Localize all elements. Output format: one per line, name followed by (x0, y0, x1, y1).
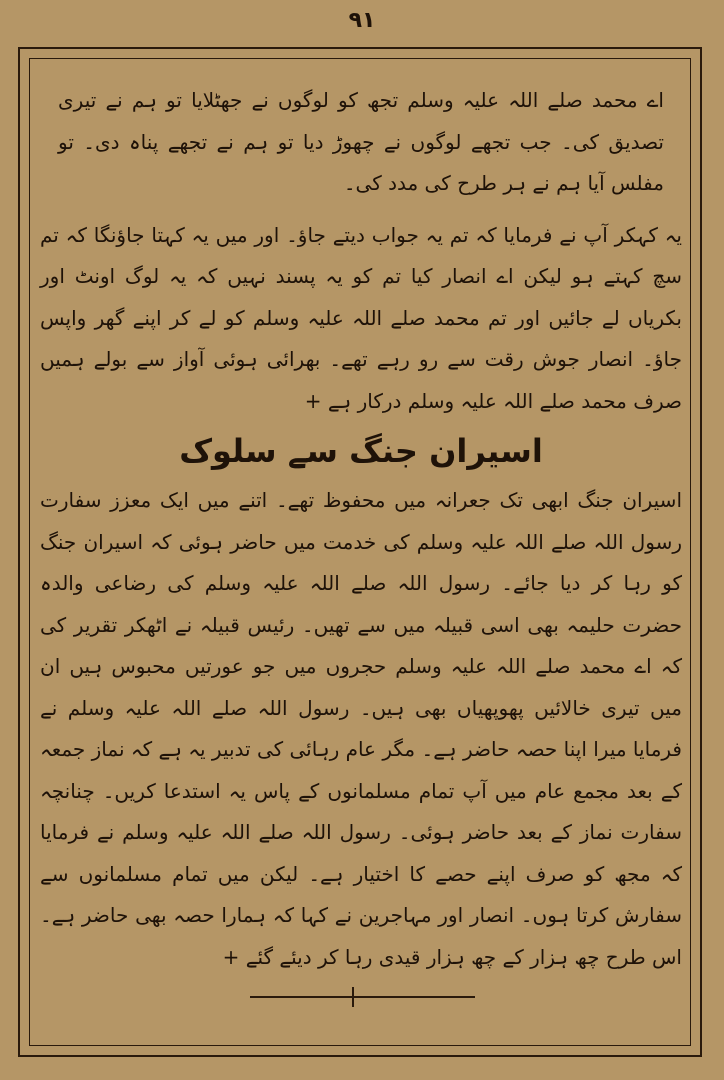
end-ornament-line (250, 996, 475, 998)
paragraph-ansar-address: اے محمد صلے اللہ علیہ وسلم تجھ کو لوگوں نے جھٹلایا تو ہم نے تیری تصدیق کی۔ جب تجھے لوگوں نے چھوڑ دیا تو ہم نے تجھے پناہ دی۔ تو مفلس آیا ہم نے ہر طرح کی مدد کی۔ (58, 88, 664, 195)
end-ornament-mark (352, 987, 354, 1007)
page-number: ۹۱ (348, 8, 376, 33)
paragraph-prophet-reply: یہ کہکر آپ نے فرمایا کہ تم یہ جواب دیتے جاؤ۔ اور میں یہ کہتا جاؤنگا کہ تم سچ کہتے ہو لیکن اے انصار کیا تم کو یہ پسند نہیں کہ یہ لوگ اونٹ اور بکریاں لے جائیں اور تم محمد صلے اللہ علیہ وسلم کو لے کر اپنے گھر واپس جاؤ۔ انصار جوش رقت سے رو رہے تھے۔ بھرائی ہوئی آواز سے بولے ہمیں صرف محمد صلے اللہ علیہ وسلم درکار ہے + (40, 222, 682, 413)
section-heading: اسیران جنگ سے سلوک (179, 432, 543, 470)
paragraph-prisoners: اسیران جنگ ابھی تک جعرانہ میں محفوظ تھے۔ اتنے میں ایک معزز سفارت رسول اللہ صلے اللہ علیہ وسلم کی خدمت میں حاضر ہوئی کہ اسیران جنگ کو رہا کر دیا جائے۔ رسول اللہ صلے اللہ علیہ وسلم کی رضاعی والدہ حضرت حلیمہ بھی اسی قبیلہ میں سے تھیں۔ رئیس قبیلہ نے اٹھکر تقریر کی کہ اے محمد صلے اللہ علیہ وسلم حجروں میں جو عورتیں محبوس ہیں ان میں تیری خالائیں پھوپھیاں بھی ہیں۔ رسول اللہ صلے اللہ علیہ وسلم نے فرمایا میرا اپنا حصہ حاضر ہے۔ مگر عام رہائی کی تدبیر یہ ہے کہ نماز جمعہ کے بعد مجمع عام میں آپ تمام مسلمانوں کے پاس یہ استدعا کریں۔ چنانچہ سفارت نماز کے بعد حاضر ہوئی۔ رسول اللہ صلے اللہ علیہ وسلم نے فرمایا کہ مجھ کو صرف اپنے حصے کا اختیار ہے۔ لیکن میں تمام مسلمانوں سے سفارش کرتا ہوں۔ انصار اور مہاجرین نے کہا کہ ہمارا حصہ بھی حاضر ہے۔ اس طرح چھ ہزار کے چھ ہزار قیدی رہا کر دیئے گئے + (39, 488, 682, 969)
page-text (40, 80, 682, 978)
